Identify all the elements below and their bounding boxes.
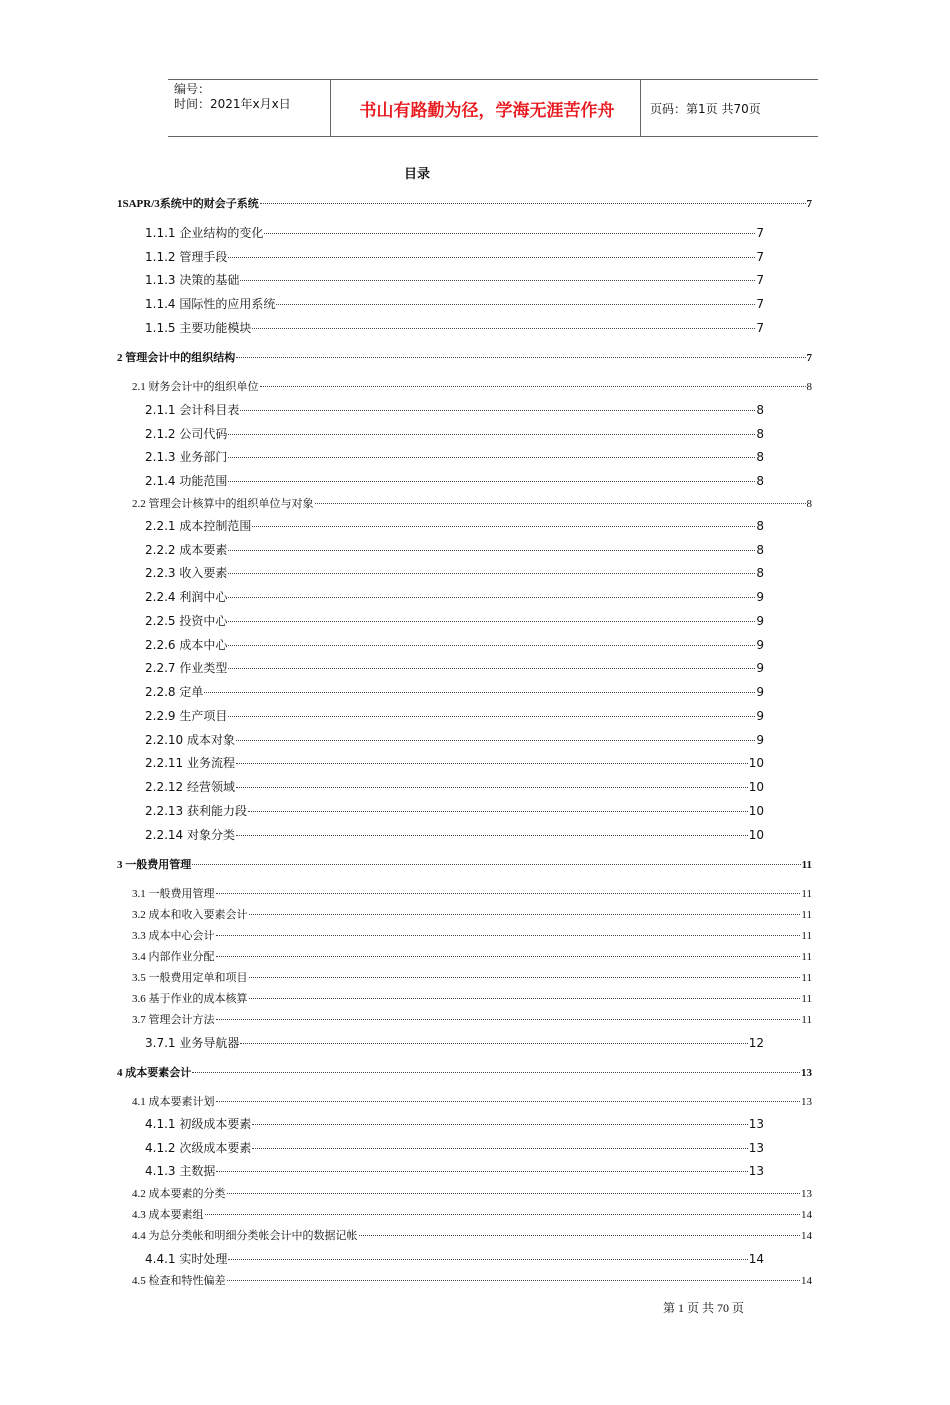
toc-entry-page: 7: [756, 250, 764, 264]
toc-entry-label: 2.2.11 业务流程: [145, 756, 235, 770]
toc-entry-page: 8: [756, 427, 764, 441]
toc-entry[interactable]: [145, 472, 764, 488]
toc-entry[interactable]: [132, 1185, 812, 1199]
toc-entry-page: 7: [756, 297, 764, 311]
toc-dot-leader: [228, 597, 755, 598]
toc-entry[interactable]: [145, 319, 764, 335]
toc-entry-label: 2.2.9 生产项目: [145, 709, 228, 723]
toc-entry[interactable]: [145, 636, 764, 652]
toc-entry[interactable]: [145, 612, 764, 628]
toc-dot-leader: [228, 716, 755, 717]
toc-entry-page: 14: [801, 1275, 812, 1287]
toc-entry-page: 9: [756, 733, 764, 747]
toc-entry-label: 3.7.1 业务导航器: [145, 1036, 240, 1050]
toc-entry-label: 2 管理会计中的组织结构: [117, 352, 236, 364]
toc-entry-page: 11: [801, 930, 812, 942]
toc-dot-leader: [205, 1214, 801, 1215]
toc-entry-label: 4.5 检查和特性偏差: [132, 1275, 226, 1287]
toc-entry[interactable]: [145, 826, 764, 842]
toc-entry-page: 8: [756, 543, 764, 557]
toc-entry[interactable]: [145, 683, 764, 699]
toc-dot-leader: [240, 280, 755, 281]
toc-entry-label: 3.4 内部作业分配: [132, 951, 215, 963]
toc-entry-page: 8: [756, 519, 764, 533]
toc-entry-page: 8: [806, 381, 812, 393]
toc-dot-leader: [249, 977, 801, 978]
toc-entry-page: 8: [806, 498, 812, 510]
toc-entry-label: 2.2.4 利润中心: [145, 590, 228, 604]
toc-dot-leader: [249, 998, 801, 999]
header-page-info: 页码：第1页 共70页: [650, 101, 761, 116]
toc-entry-page: 13: [748, 1141, 764, 1155]
toc-entry-label: 2.2.6 成本中心: [145, 638, 228, 652]
toc-entry-page: 14: [801, 1230, 812, 1242]
toc-dot-leader: [359, 1235, 801, 1236]
toc-entry-label: 3.3 成本中心会计: [132, 930, 215, 942]
toc-dot-leader: [260, 386, 806, 387]
toc-dot-leader: [252, 1148, 747, 1149]
toc-entry[interactable]: [117, 195, 812, 209]
toc-entry-page: 7: [756, 273, 764, 287]
toc-entry[interactable]: [132, 990, 812, 1004]
toc-entry-page: 7: [806, 352, 812, 364]
toc-entry[interactable]: [145, 1139, 764, 1155]
toc-entry-label: 2.2 管理会计核算中的组织单位与对象: [132, 498, 314, 510]
toc-entry-label: 4.1 成本要素计划: [132, 1096, 215, 1108]
header-number-label: 编号：: [174, 82, 211, 96]
toc-entry-label: 4.1.1 初级成本要素: [145, 1117, 252, 1131]
toc-entry-label: 2.1.4 功能范围: [145, 474, 228, 488]
toc-entry-label: 3.5 一般费用定单和项目: [132, 972, 248, 984]
toc-entry-page: 11: [801, 951, 812, 963]
toc-dot-leader: [192, 864, 800, 865]
toc-entry-label: 2.1 财务会计中的组织单位: [132, 381, 259, 393]
toc-entry-page: 14: [748, 1252, 764, 1266]
toc-entry-page: 13: [748, 1164, 764, 1178]
header-divider: [640, 80, 641, 136]
toc-entry-page: 11: [801, 859, 812, 871]
toc-entry-label: 4.4 为总分类帐和明细分类帐会计中的数据记帐: [132, 1230, 358, 1242]
toc-entry-page: 11: [801, 972, 812, 984]
toc-entry-page: 9: [756, 685, 764, 699]
toc-dot-leader: [216, 935, 801, 936]
toc-entry-label: 4.2 成本要素的分类: [132, 1188, 226, 1200]
toc-entry-label: 3.6 基于作业的成本核算: [132, 993, 248, 1005]
toc-entry-label: 4 成本要素会计: [117, 1067, 192, 1079]
toc-dot-leader: [228, 550, 755, 551]
toc-dot-leader: [252, 328, 755, 329]
toc-dot-leader: [228, 1259, 747, 1260]
toc-entry[interactable]: [132, 1093, 812, 1107]
toc-entry[interactable]: [132, 1272, 812, 1286]
toc-dot-leader: [236, 787, 748, 788]
toc-dot-leader: [227, 1280, 801, 1281]
header-meta: [174, 82, 291, 112]
toc-entry[interactable]: [145, 802, 764, 818]
toc-entry-page: 9: [756, 614, 764, 628]
toc-entry-page: 9: [756, 638, 764, 652]
toc-dot-leader: [228, 481, 755, 482]
toc-dot-leader: [252, 1124, 747, 1125]
toc-entry[interactable]: [117, 349, 812, 363]
toc-entry-label: 3 一般费用管理: [117, 859, 192, 871]
toc-entry-label: 2.2.3 收入要素: [145, 566, 228, 580]
toc-entry[interactable]: [117, 1064, 812, 1078]
toc-entry-page: 8: [756, 403, 764, 417]
toc-entry[interactable]: [145, 1250, 764, 1266]
toc-dot-leader: [228, 434, 755, 435]
toc-dot-leader: [216, 1019, 801, 1020]
toc-entry-label: 2.2.13 获利能力段: [145, 804, 247, 818]
toc-entry-page: 13: [801, 1096, 812, 1108]
toc-entry-label: 1.1.1 企业结构的变化: [145, 226, 264, 240]
toc-entry-page: 10: [748, 804, 764, 818]
toc-entry[interactable]: [132, 1206, 812, 1220]
toc-entry[interactable]: [132, 927, 812, 941]
toc-entry-page: 13: [801, 1188, 812, 1200]
page-footer: 第 1 页 共 70 页: [663, 1301, 745, 1315]
toc-entry-page: 13: [801, 1067, 812, 1079]
toc-entry[interactable]: [145, 1115, 764, 1131]
toc-dot-leader: [249, 914, 801, 915]
toc-entry-label: 1.1.3 决策的基础: [145, 273, 240, 287]
toc-entry-page: 12: [748, 1036, 764, 1050]
toc-dot-leader: [236, 835, 748, 836]
toc-entry-label: 4.1.3 主数据: [145, 1164, 216, 1178]
toc-dot-leader: [216, 956, 801, 957]
toc-entry-label: 1.1.2 管理手段: [145, 250, 228, 264]
toc-dot-leader: [228, 257, 755, 258]
toc-entry[interactable]: [145, 754, 764, 770]
toc-entry-page: 14: [801, 1209, 812, 1221]
toc-dot-leader: [204, 692, 755, 693]
toc-entry[interactable]: [145, 224, 764, 240]
toc-entry[interactable]: [132, 1227, 812, 1241]
toc-entry[interactable]: [132, 906, 812, 920]
toc-entry-page: 7: [806, 198, 812, 210]
toc-entry-label: 2.2.14 对象分类: [145, 828, 235, 842]
toc-dot-leader: [236, 763, 748, 764]
toc-entry-page: 9: [756, 590, 764, 604]
toc-entry-label: 2.2.7 作业类型: [145, 661, 228, 675]
toc-entry-label: 1SAPR/3系统中的财会子系统: [117, 198, 259, 210]
toc-entry[interactable]: [145, 248, 764, 264]
toc-dot-leader: [228, 573, 755, 574]
toc-entry[interactable]: [145, 517, 764, 533]
toc-entry-page: 8: [756, 474, 764, 488]
toc-entry[interactable]: [145, 401, 764, 417]
toc-entry-page: 13: [748, 1117, 764, 1131]
toc-entry[interactable]: [132, 885, 812, 899]
header-divider: [330, 80, 331, 136]
toc-entry[interactable]: [145, 731, 764, 747]
toc-dot-leader: [228, 645, 755, 646]
toc-entry[interactable]: [117, 856, 812, 870]
toc-entry[interactable]: [145, 707, 764, 723]
toc-dot-leader: [228, 621, 755, 622]
toc-entry-label: 2.1.1 会计科目表: [145, 403, 240, 417]
toc-entry-label: 1.1.4 国际性的应用系统: [145, 297, 276, 311]
toc-entry-page: 8: [756, 450, 764, 464]
toc-entry-page: 11: [801, 909, 812, 921]
toc-entry[interactable]: [145, 271, 764, 287]
page-header: [168, 79, 818, 137]
toc-entry-label: 2.2.1 成本控制范围: [145, 519, 252, 533]
toc-dot-leader: [216, 1101, 801, 1102]
toc-dot-leader: [216, 893, 801, 894]
toc-entry-label: 3.7 管理会计方法: [132, 1014, 215, 1026]
toc-dot-leader: [236, 740, 755, 741]
toc-entry-label: 2.1.2 公司代码: [145, 427, 228, 441]
toc-dot-leader: [240, 410, 755, 411]
toc-entry-page: 7: [756, 226, 764, 240]
toc-title: 目录: [403, 167, 430, 182]
toc-entry-label: 4.4.1 实时处理: [145, 1252, 228, 1266]
toc-entry[interactable]: [145, 295, 764, 311]
toc-entry-label: 4.1.2 次级成本要素: [145, 1141, 252, 1155]
toc-entry-page: 7: [756, 321, 764, 335]
toc-entry-label: 2.2.2 成本要素: [145, 543, 228, 557]
toc-entry-page: 9: [756, 709, 764, 723]
header-motto: 书山有路勤为径，学海无涯苦作舟: [359, 100, 615, 121]
toc-dot-leader: [228, 668, 755, 669]
toc-entry[interactable]: [145, 541, 764, 557]
toc-entry[interactable]: [132, 948, 812, 962]
toc-dot-leader: [228, 457, 755, 458]
toc-entry-page: 10: [748, 828, 764, 842]
toc-dot-leader: [276, 304, 755, 305]
toc-entry-label: 3.2 成本和收入要素会计: [132, 909, 248, 921]
toc-entry-label: 3.1 一般费用管理: [132, 888, 215, 900]
toc-entry-label: 1.1.5 主要功能模块: [145, 321, 252, 335]
toc-entry[interactable]: [145, 1034, 764, 1050]
toc-entry-page: 10: [748, 756, 764, 770]
toc-dot-leader: [236, 357, 805, 358]
toc-entry-page: 9: [756, 661, 764, 675]
toc-entry[interactable]: [145, 448, 764, 464]
toc-entry-page: 11: [801, 1014, 812, 1026]
toc-dot-leader: [252, 526, 755, 527]
toc-entry-label: 2.2.10 成本对象: [145, 733, 235, 747]
toc-dot-leader: [248, 811, 748, 812]
toc-entry[interactable]: [132, 969, 812, 983]
toc-dot-leader: [315, 503, 806, 504]
header-time-label: 时间：2021年x月x日: [174, 97, 291, 111]
toc-entry-page: 11: [801, 888, 812, 900]
toc-entry-page: 8: [756, 566, 764, 580]
toc-entry[interactable]: [132, 1011, 812, 1025]
toc-entry-page: 11: [801, 993, 812, 1005]
toc-entry[interactable]: [132, 378, 812, 392]
toc-entry-label: 2.2.12 经营领域: [145, 780, 235, 794]
toc-entry[interactable]: [145, 425, 764, 441]
toc-dot-leader: [227, 1193, 801, 1194]
toc-dot-leader: [216, 1171, 747, 1172]
toc-entry[interactable]: [145, 588, 764, 604]
toc-dot-leader: [264, 233, 755, 234]
toc-entry-label: 2.2.8 定单: [145, 685, 204, 699]
toc-dot-leader: [192, 1072, 800, 1073]
toc-entry[interactable]: [132, 495, 812, 509]
toc-entry-page: 10: [748, 780, 764, 794]
toc-entry[interactable]: [145, 778, 764, 794]
toc-dot-leader: [260, 203, 806, 204]
toc-entry-label: 2.2.5 投资中心: [145, 614, 228, 628]
toc-entry-label: 2.1.3 业务部门: [145, 450, 228, 464]
toc-entry[interactable]: [145, 564, 764, 580]
toc-entry[interactable]: [145, 1162, 764, 1178]
toc-entry-label: 4.3 成本要素组: [132, 1209, 204, 1221]
toc-entry[interactable]: [145, 659, 764, 675]
toc-dot-leader: [240, 1043, 747, 1044]
